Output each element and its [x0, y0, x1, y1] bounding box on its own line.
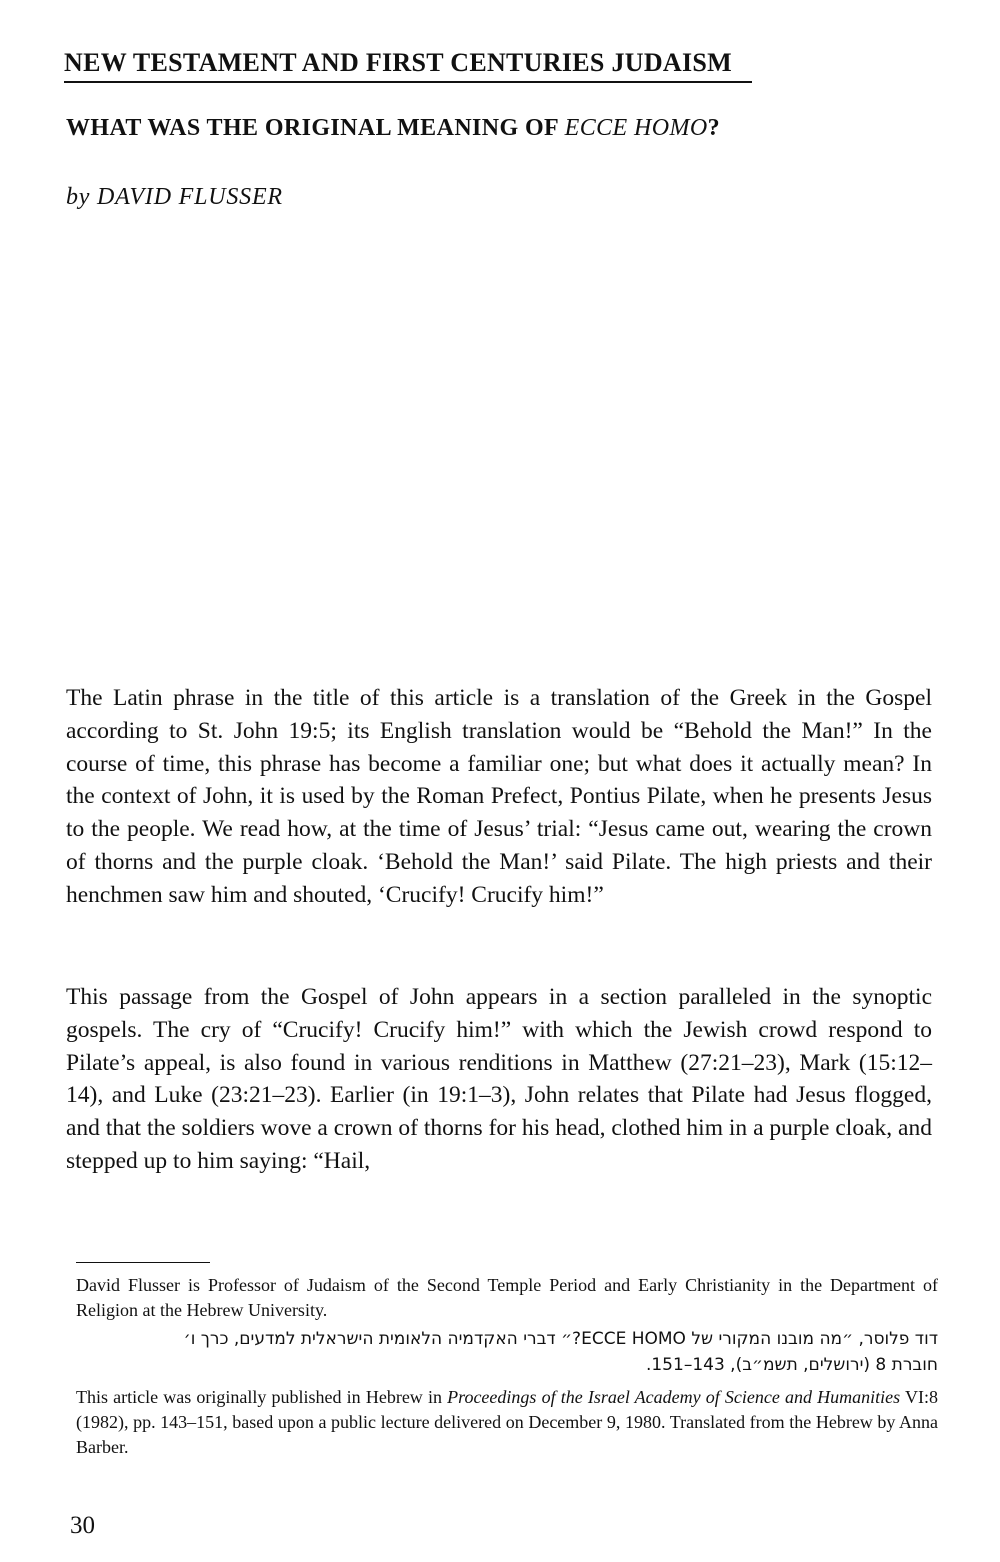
body-paragraph-1: The Latin phrase in the title of this article is a translation of the Greek in the Gospel according to St. John 19:5; its English translation would be “Behold the Man!” In the course of time, this phrase has become a familiar one; but what does it actually mean? In the context of John, it is used by the Roman Prefect, Pontius Pilate, when he presents Jesus to the people. We read how, at the time of Jesus’ trial: “Jesus came out, wearing the crown of thorns and the purple cloak. ‘Behold the Man!’ said Pilate. The high priests and their henchmen saw him and shouted, ‘Crucify! Crucify him!”: [66, 685, 932, 908]
article-title-suffix: ?: [707, 115, 720, 141]
publication-note-prefix: This article was originally published in Hebrew in: [76, 1387, 448, 1407]
publication-note-suffix: VI:8 (1982), pp. 143–151, based upon a public lecture delivered on December 9, 1980. Translated from the Hebrew by Anna Barber.: [76, 1387, 939, 1457]
footnote-divider: [76, 1262, 210, 1263]
section-header: NEW TESTAMENT AND FIRST CENTURIES JUDAISM: [64, 48, 752, 83]
body-paragraph-2: This passage from the Gospel of John appears in a section paralleled in the synoptic gospels. The cry of “Crucify! Crucify him!” with which the Jewish crowd respond to Pilate’s appeal, is also found in various renditions in Matthew (27:21–23), Mark (15:12–14), and Luke (23:21–23). Earlier (in 19:1–3), John relates that Pilate had Jesus flogged, and that the soldiers wove a crown of thorns for his head, clothed him in a purple cloak, and stepped up to him saying: “Hail,: [66, 984, 932, 1174]
footnote-hebrew-citation-line-2: חוברת 8 (ירושלים, תשמ״ב), 143–151.: [645, 1355, 938, 1375]
article-title: [66, 115, 720, 142]
article-title-prefix: WHAT WAS THE ORIGINAL MEANING OF: [66, 115, 565, 141]
page-number: 30: [70, 1512, 95, 1539]
byline: by DAVID FLUSSER: [66, 184, 283, 210]
footnote-author-note: David Flusser is Professor of Judaism of the Second Temple Period and Early Christianity in the Department of Religion at the Hebrew University.: [76, 1275, 938, 1320]
article-title-italic: ECCE HOMO: [564, 115, 708, 141]
publication-note-journal: Proceedings of the Israel Academy of Science and Humanities: [447, 1387, 901, 1407]
footnote-publication-note: [76, 1385, 938, 1460]
footnote-hebrew-citation-line-1: דוד פלוסר, ״מה מובנו המקורי של ECCE HOMO?״ דברי האקדמיה הלאומית הישראלית למדעים, כרך ו׳: [183, 1329, 938, 1349]
